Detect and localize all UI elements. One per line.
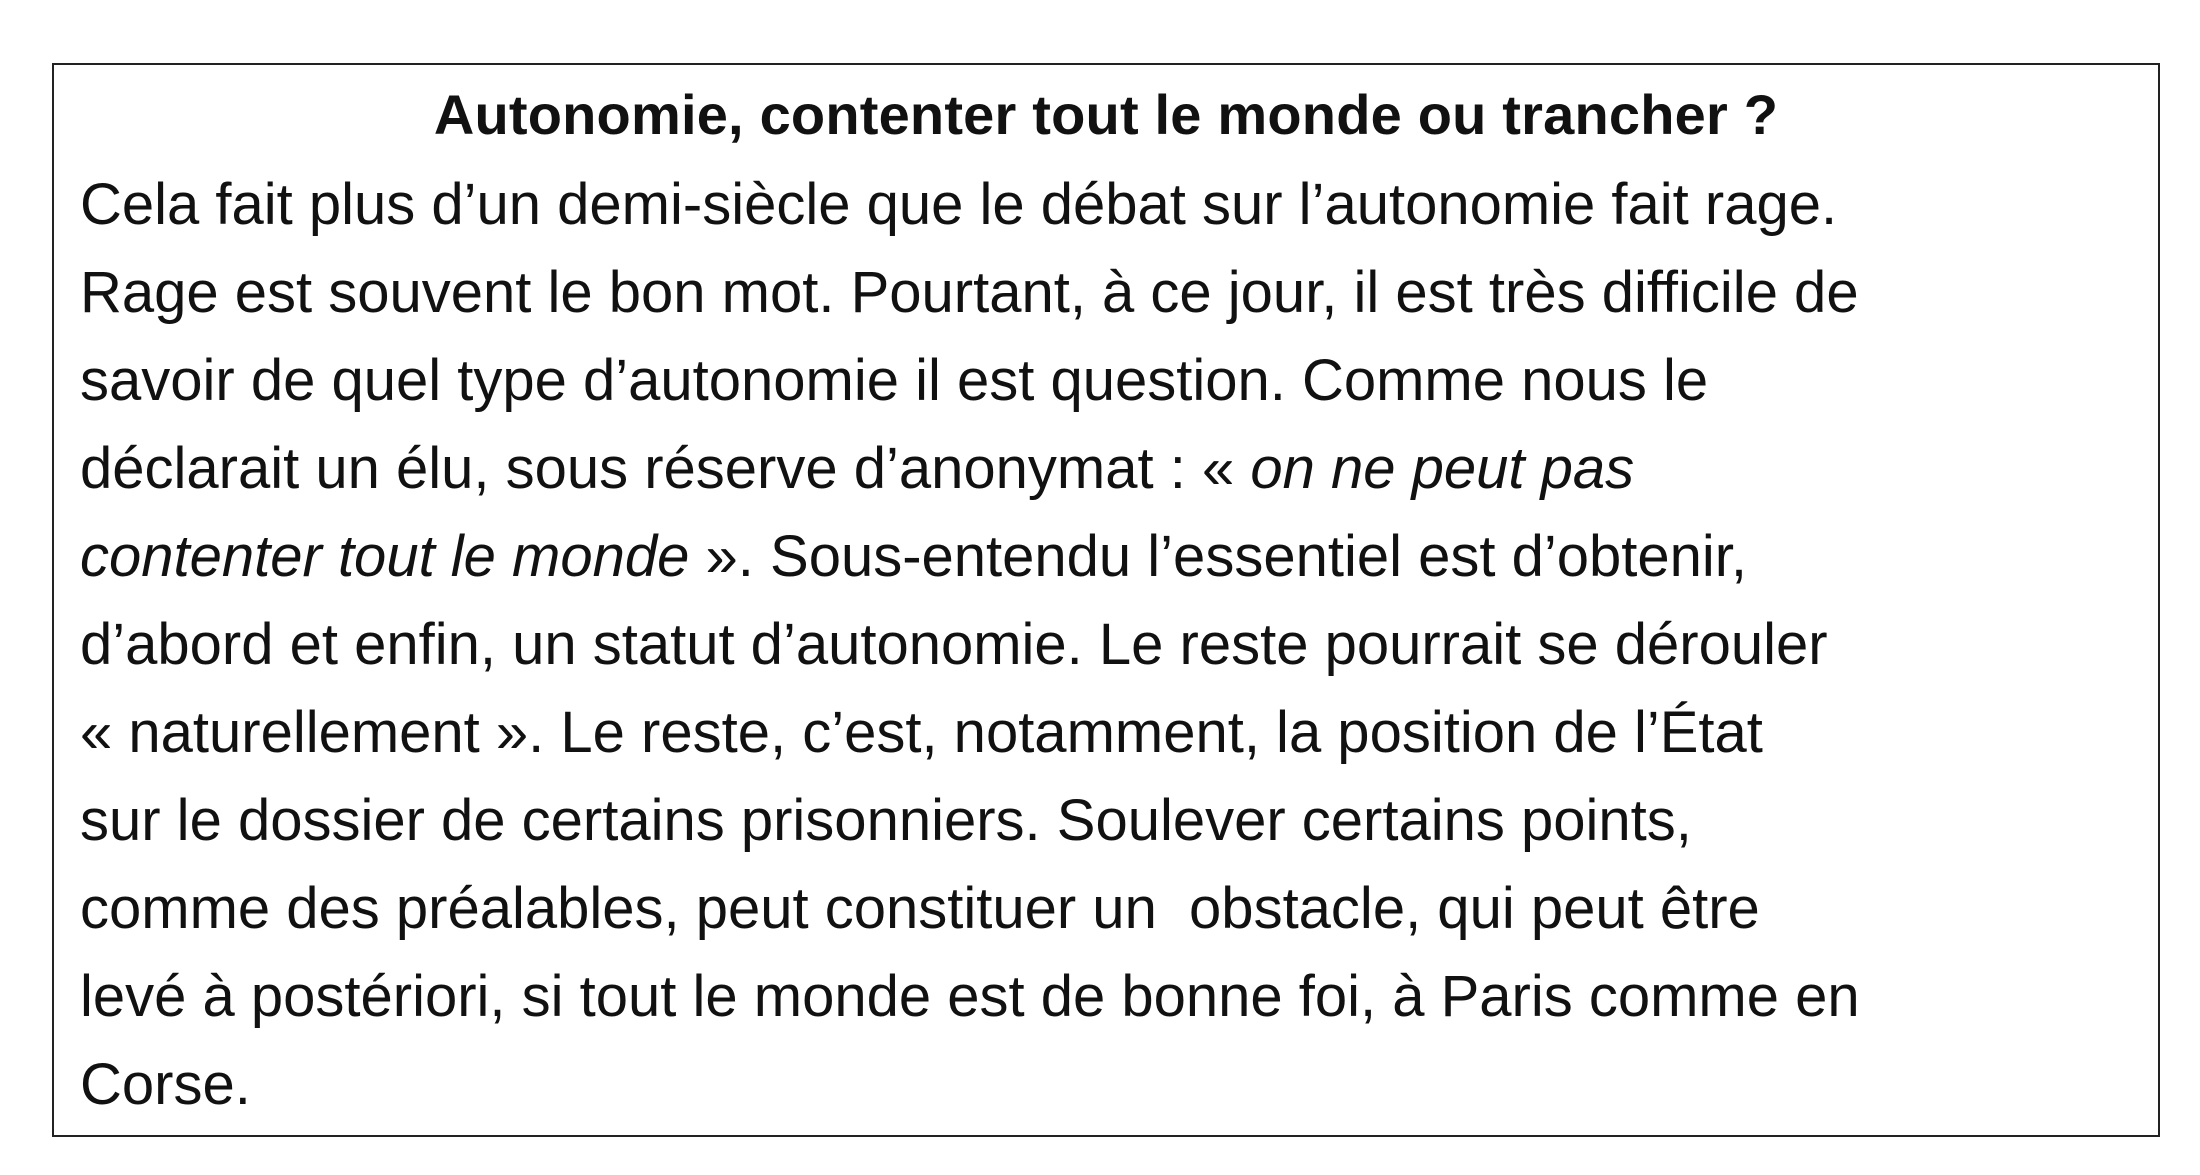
body-line: [80, 865, 2140, 953]
text-run: levé à postériori, si tout le monde est de bonne foi, à Paris comme en: [80, 964, 1860, 1029]
body-line: [80, 161, 2140, 249]
text-run: Corse.: [80, 1052, 251, 1117]
article-box: [52, 63, 2160, 1137]
text-run: déclarait un élu, sous réserve d’anonymat : «: [80, 436, 1251, 501]
body-line: [80, 1041, 2140, 1129]
text-run: Cela fait plus d’un demi-siècle que le débat sur l’autonomie fait rage.: [80, 172, 1838, 237]
article-body: [80, 161, 2140, 1129]
text-run: savoir de quel type d’autonomie il est question. Comme nous le: [80, 348, 1709, 413]
text-run: sur le dossier de certains prisonniers. Soulever certains points,: [80, 788, 1692, 853]
text-run: « naturellement ». Le reste, c’est, notamment, la position de l’État: [80, 700, 1763, 765]
body-line: [80, 425, 2140, 513]
text-run: ». Sous-entendu l’essentiel est d’obtenir,: [689, 524, 1747, 589]
text-run: Rage est souvent le bon mot. Pourtant, à ce jour, il est très difficile de: [80, 260, 1859, 325]
body-line: [80, 513, 2140, 601]
text-run: comme des préalables, peut constituer un obstacle, qui peut être: [80, 876, 1760, 941]
body-line: [80, 249, 2140, 337]
body-line: [80, 601, 2140, 689]
text-run: d’abord et enfin, un statut d’autonomie. Le reste pourrait se dérouler: [80, 612, 1828, 677]
body-line: [80, 689, 2140, 777]
article-title: Autonomie, contenter tout le monde ou trancher ?: [433, 83, 1779, 146]
body-line: [80, 337, 2140, 425]
italic-quote-run: contenter tout le monde: [80, 524, 690, 589]
body-line: [80, 777, 2140, 865]
body-line: [80, 953, 2140, 1041]
italic-quote-run: on ne peut pas: [1250, 436, 1635, 501]
